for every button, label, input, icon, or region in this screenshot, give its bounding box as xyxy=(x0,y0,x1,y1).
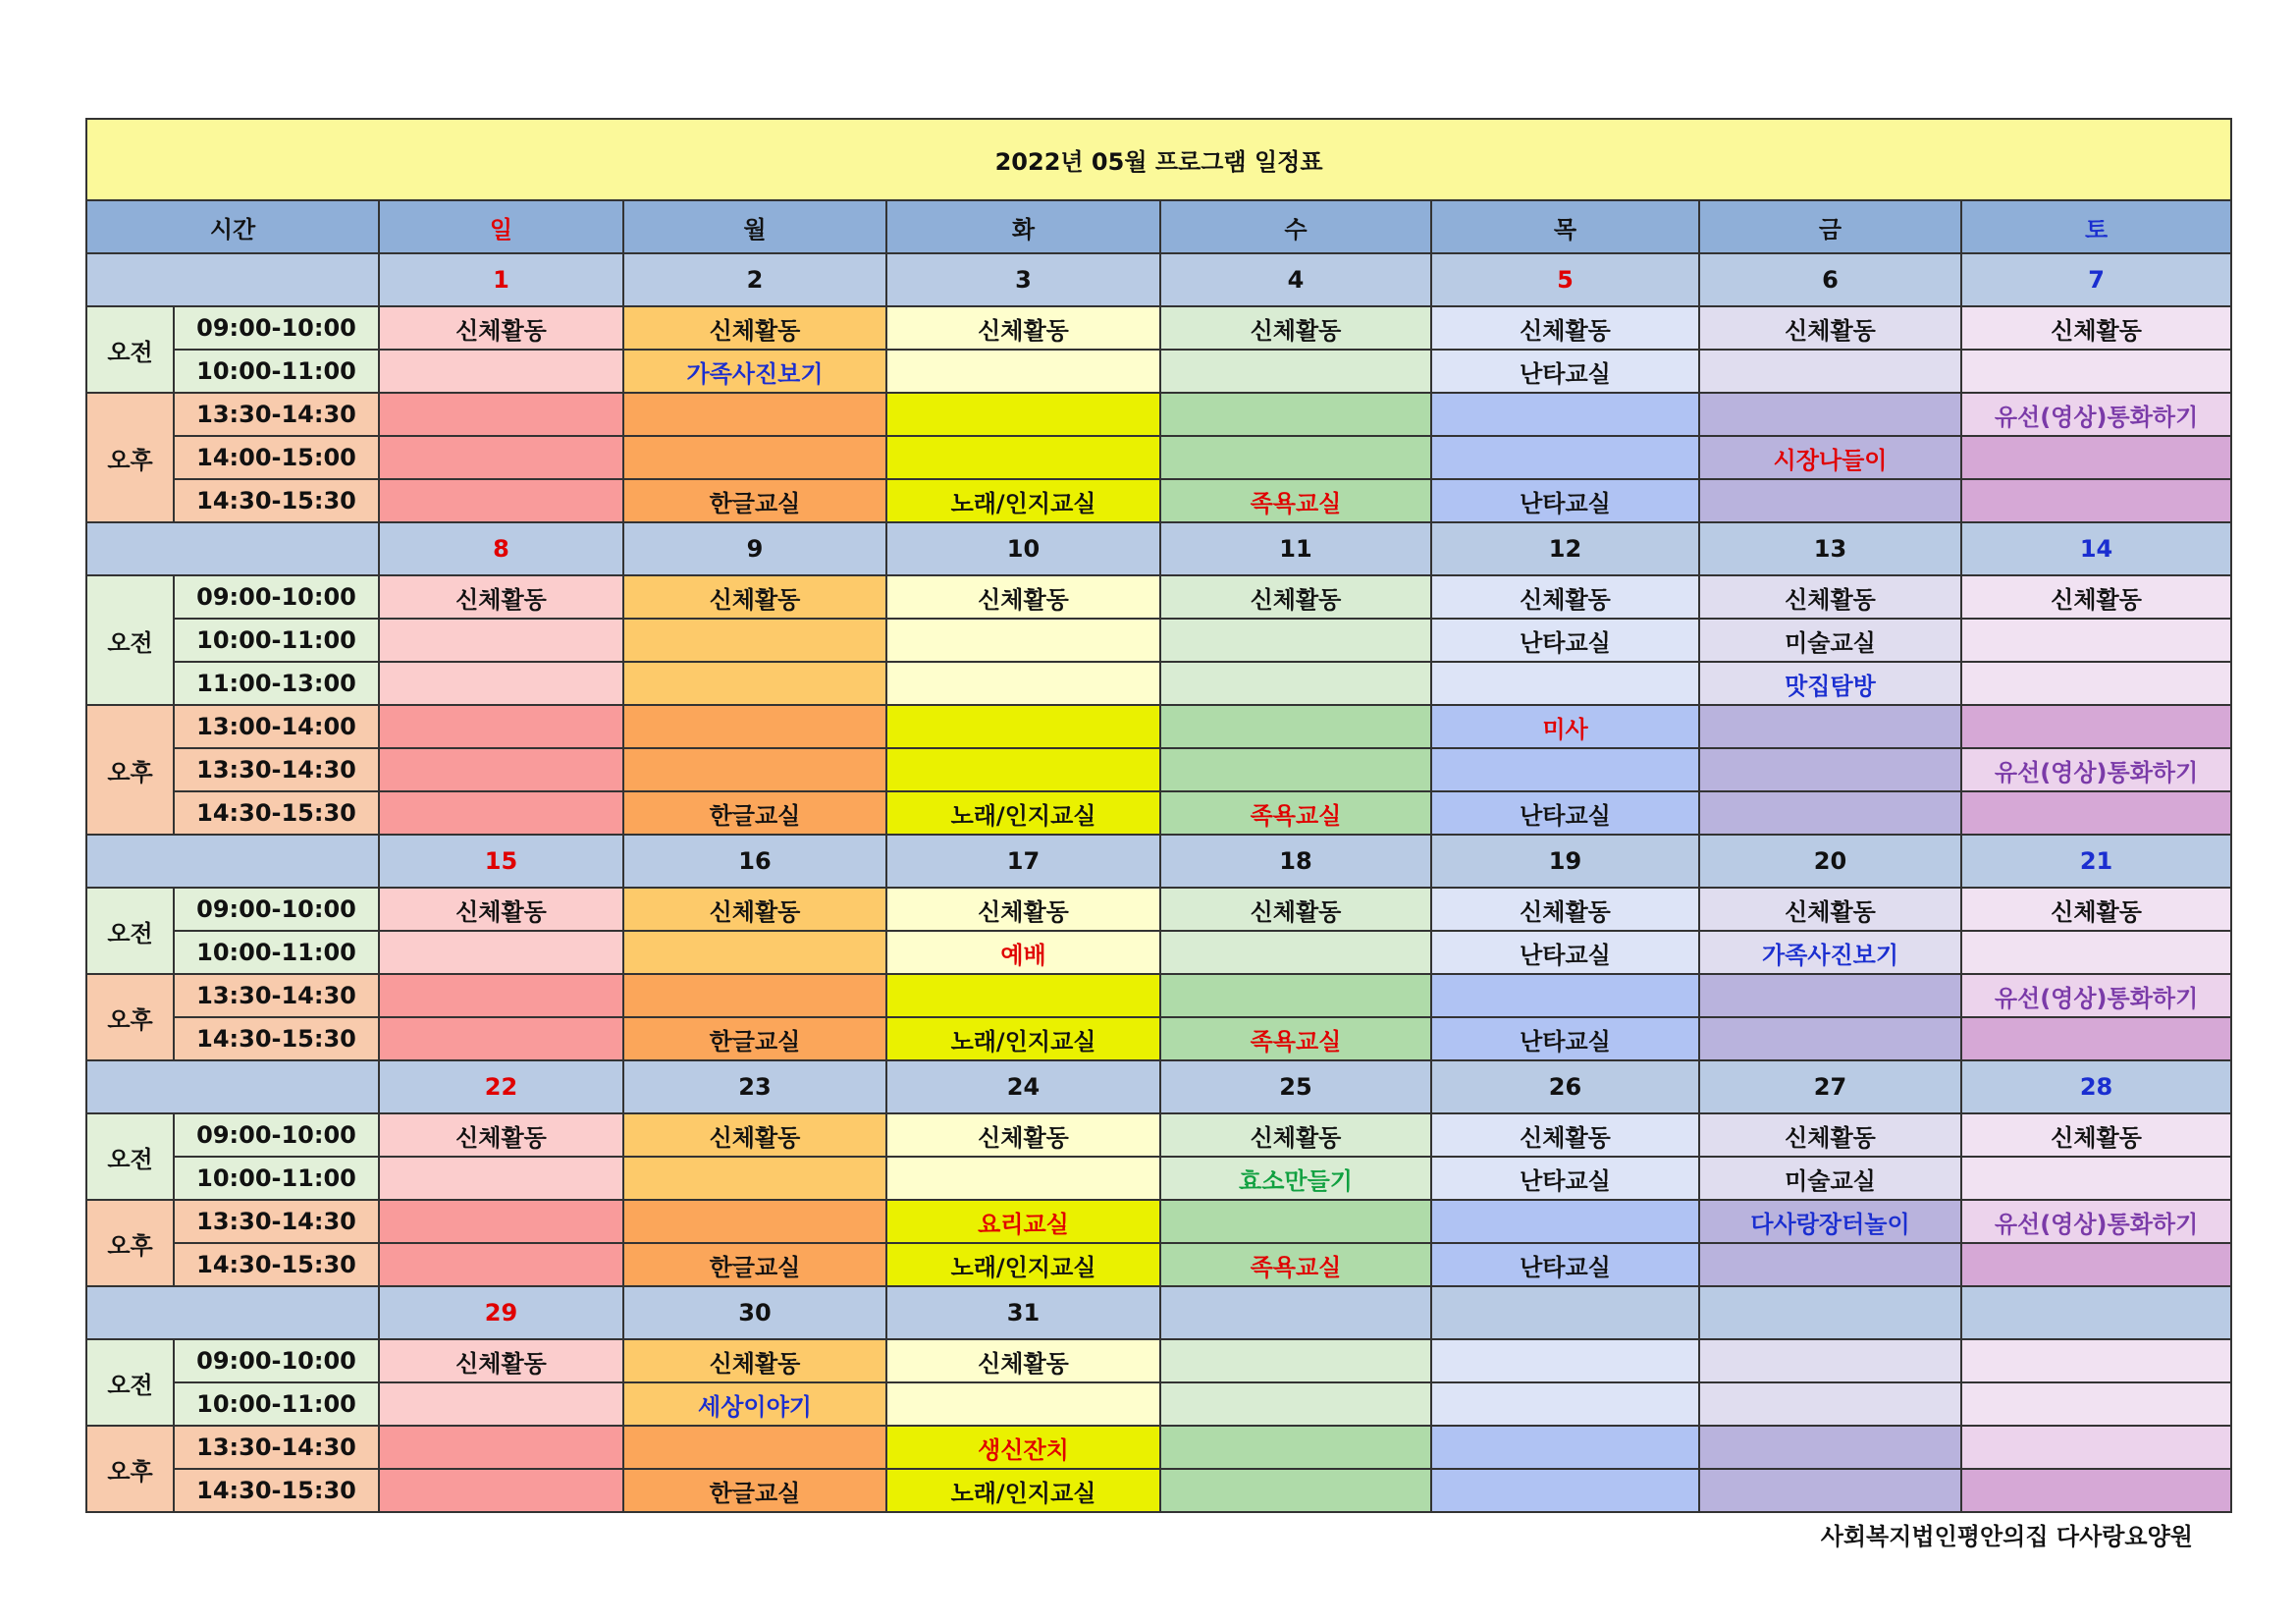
activity-cell xyxy=(623,974,886,1017)
activity-cell xyxy=(1961,619,2231,662)
activity-cell: 신체활동 xyxy=(1961,888,2231,931)
activity-cell: 세상이야기 xyxy=(623,1382,886,1426)
activity-cell: 다사랑장터놀이 xyxy=(1699,1200,1961,1243)
activity-cell: 신체활동 xyxy=(623,575,886,619)
activity-cell: 신체활동 xyxy=(1431,575,1699,619)
activity-cell: 요리교실 xyxy=(886,1200,1160,1243)
activity-cell: 유선(영상)통화하기 xyxy=(1961,748,2231,791)
date-row-spacer xyxy=(86,253,379,306)
activity-cell xyxy=(1961,705,2231,748)
activity-cell: 난타교실 xyxy=(1431,791,1699,835)
activity-cell xyxy=(886,436,1160,479)
activity-cell xyxy=(1961,1426,2231,1469)
activity-cell: 신체활동 xyxy=(1699,306,1961,350)
schedule-row xyxy=(86,888,2231,931)
activity-cell xyxy=(1431,1382,1699,1426)
period-label: 오후 xyxy=(86,393,174,522)
activity-cell: 난타교실 xyxy=(1431,619,1699,662)
date-cell: 30 xyxy=(623,1286,886,1339)
time-slot: 13:30-14:30 xyxy=(174,974,379,1017)
date-row-spacer xyxy=(86,835,379,888)
activity-cell: 신체활동 xyxy=(623,1339,886,1382)
period-label: 오후 xyxy=(86,1200,174,1286)
weekday-header: 일 xyxy=(379,200,623,253)
weekday-header: 화 xyxy=(886,200,1160,253)
activity-cell xyxy=(1699,1243,1961,1286)
date-cell: 19 xyxy=(1431,835,1699,888)
activity-cell xyxy=(1961,1157,2231,1200)
activity-cell xyxy=(379,705,623,748)
activity-cell xyxy=(1699,1017,1961,1060)
activity-cell: 가족사진보기 xyxy=(1699,931,1961,974)
activity-cell: 신체활동 xyxy=(1160,888,1431,931)
schedule-row xyxy=(86,705,2231,748)
period-label: 오전 xyxy=(86,575,174,705)
activity-cell xyxy=(1699,791,1961,835)
date-row xyxy=(86,1286,2231,1339)
time-slot: 09:00-10:00 xyxy=(174,306,379,350)
activity-cell: 신체활동 xyxy=(623,888,886,931)
date-row-spacer xyxy=(86,1286,379,1339)
time-slot: 13:00-14:00 xyxy=(174,705,379,748)
time-slot: 13:30-14:30 xyxy=(174,1426,379,1469)
activity-cell xyxy=(623,931,886,974)
activity-cell xyxy=(1699,479,1961,522)
activity-cell xyxy=(623,619,886,662)
activity-cell: 한글교실 xyxy=(623,479,886,522)
activity-cell: 신체활동 xyxy=(1699,1113,1961,1157)
date-cell: 28 xyxy=(1961,1060,2231,1113)
date-cell: 1 xyxy=(379,253,623,306)
activity-cell xyxy=(623,662,886,705)
date-cell: 7 xyxy=(1961,253,2231,306)
activity-cell xyxy=(379,1157,623,1200)
date-cell: 22 xyxy=(379,1060,623,1113)
activity-cell: 예배 xyxy=(886,931,1160,974)
activity-cell xyxy=(886,974,1160,1017)
time-slot: 10:00-11:00 xyxy=(174,619,379,662)
schedule-row xyxy=(86,1113,2231,1157)
activity-cell xyxy=(886,1382,1160,1426)
date-cell: 27 xyxy=(1699,1060,1961,1113)
activity-cell xyxy=(1961,350,2231,393)
activity-cell xyxy=(1961,1243,2231,1286)
activity-cell xyxy=(1699,1339,1961,1382)
activity-cell xyxy=(379,791,623,835)
activity-cell: 노래/인지교실 xyxy=(886,1243,1160,1286)
activity-cell xyxy=(379,931,623,974)
activity-cell xyxy=(379,619,623,662)
activity-cell xyxy=(886,1157,1160,1200)
date-cell: 10 xyxy=(886,522,1160,575)
activity-cell xyxy=(1160,748,1431,791)
date-cell: 8 xyxy=(379,522,623,575)
activity-cell xyxy=(379,1243,623,1286)
activity-cell xyxy=(379,1200,623,1243)
activity-cell: 신체활동 xyxy=(1961,575,2231,619)
weekday-header-row xyxy=(86,200,2231,253)
activity-cell xyxy=(1431,1469,1699,1512)
activity-cell: 미사 xyxy=(1431,705,1699,748)
activity-cell: 신체활동 xyxy=(1699,888,1961,931)
activity-cell xyxy=(1961,931,2231,974)
activity-cell xyxy=(886,619,1160,662)
activity-cell xyxy=(1961,1017,2231,1060)
schedule-row xyxy=(86,393,2231,436)
schedule-row xyxy=(86,619,2231,662)
activity-cell: 난타교실 xyxy=(1431,931,1699,974)
activity-cell xyxy=(1160,705,1431,748)
activity-cell: 신체활동 xyxy=(379,1339,623,1382)
schedule-row xyxy=(86,1017,2231,1060)
date-cell: 24 xyxy=(886,1060,1160,1113)
activity-cell: 맛집탐방 xyxy=(1699,662,1961,705)
activity-cell: 유선(영상)통화하기 xyxy=(1961,1200,2231,1243)
time-slot: 13:30-14:30 xyxy=(174,1200,379,1243)
date-cell: 5 xyxy=(1431,253,1699,306)
activity-cell: 난타교실 xyxy=(1431,350,1699,393)
time-header: 시간 xyxy=(86,200,379,253)
date-cell: 3 xyxy=(886,253,1160,306)
activity-cell xyxy=(1160,350,1431,393)
time-slot: 14:30-15:30 xyxy=(174,479,379,522)
activity-cell: 노래/인지교실 xyxy=(886,1017,1160,1060)
activity-cell: 족욕교실 xyxy=(1160,1017,1431,1060)
time-slot: 13:30-14:30 xyxy=(174,748,379,791)
activity-cell xyxy=(1699,1382,1961,1426)
activity-cell: 난타교실 xyxy=(1431,1017,1699,1060)
schedule-row xyxy=(86,575,2231,619)
schedule-row xyxy=(86,1426,2231,1469)
activity-cell xyxy=(1961,1469,2231,1512)
date-cell: 18 xyxy=(1160,835,1431,888)
time-slot: 09:00-10:00 xyxy=(174,1339,379,1382)
activity-cell: 신체활동 xyxy=(886,1113,1160,1157)
activity-cell: 신체활동 xyxy=(623,306,886,350)
activity-cell: 신체활동 xyxy=(1160,1113,1431,1157)
time-slot: 09:00-10:00 xyxy=(174,575,379,619)
activity-cell xyxy=(1961,791,2231,835)
schedule-row xyxy=(86,748,2231,791)
date-row-spacer xyxy=(86,522,379,575)
activity-cell: 신체활동 xyxy=(1699,575,1961,619)
activity-cell: 신체활동 xyxy=(886,888,1160,931)
weekday-header: 수 xyxy=(1160,200,1431,253)
activity-cell: 신체활동 xyxy=(886,1339,1160,1382)
activity-cell xyxy=(1160,1339,1431,1382)
activity-cell xyxy=(1431,662,1699,705)
schedule-row xyxy=(86,1469,2231,1512)
date-cell: 6 xyxy=(1699,253,1961,306)
activity-cell xyxy=(886,350,1160,393)
activity-cell xyxy=(1961,1382,2231,1426)
activity-cell xyxy=(1431,393,1699,436)
schedule-row xyxy=(86,350,2231,393)
activity-cell: 신체활동 xyxy=(379,575,623,619)
activity-cell: 족욕교실 xyxy=(1160,1243,1431,1286)
schedule-row xyxy=(86,306,2231,350)
activity-cell: 난타교실 xyxy=(1431,479,1699,522)
time-slot: 10:00-11:00 xyxy=(174,931,379,974)
activity-cell xyxy=(1699,705,1961,748)
activity-cell xyxy=(1961,662,2231,705)
schedule-row xyxy=(86,1200,2231,1243)
schedule-row xyxy=(86,1157,2231,1200)
activity-cell xyxy=(1699,1469,1961,1512)
date-row xyxy=(86,522,2231,575)
activity-cell xyxy=(1431,1426,1699,1469)
date-row xyxy=(86,1060,2231,1113)
footer-organization: 사회복지법인평안의집 다사랑요양원 xyxy=(1820,1523,2193,1550)
activity-cell: 유선(영상)통화하기 xyxy=(1961,974,2231,1017)
time-slot: 10:00-11:00 xyxy=(174,1157,379,1200)
activity-cell xyxy=(379,1469,623,1512)
activity-cell xyxy=(1160,436,1431,479)
activity-cell xyxy=(1160,1469,1431,1512)
activity-cell xyxy=(379,479,623,522)
activity-cell xyxy=(1431,974,1699,1017)
activity-cell: 신체활동 xyxy=(1431,306,1699,350)
period-label: 오전 xyxy=(86,1339,174,1426)
activity-cell xyxy=(1699,350,1961,393)
activity-cell xyxy=(1431,1200,1699,1243)
activity-cell: 신체활동 xyxy=(1961,306,2231,350)
activity-cell: 신체활동 xyxy=(1961,1113,2231,1157)
date-cell: 20 xyxy=(1699,835,1961,888)
date-cell: 29 xyxy=(379,1286,623,1339)
activity-cell xyxy=(1431,748,1699,791)
date-cell: 26 xyxy=(1431,1060,1699,1113)
time-slot: 11:00-13:00 xyxy=(174,662,379,705)
period-label: 오전 xyxy=(86,888,174,974)
date-row-spacer xyxy=(86,1060,379,1113)
activity-cell xyxy=(1431,1339,1699,1382)
date-row xyxy=(86,835,2231,888)
activity-cell: 신체활동 xyxy=(1160,575,1431,619)
activity-cell xyxy=(1699,974,1961,1017)
weekday-header: 토 xyxy=(1961,200,2231,253)
time-slot: 13:30-14:30 xyxy=(174,393,379,436)
activity-cell xyxy=(886,662,1160,705)
schedule-row xyxy=(86,436,2231,479)
time-slot: 10:00-11:00 xyxy=(174,1382,379,1426)
activity-cell: 신체활동 xyxy=(1431,888,1699,931)
schedule-row xyxy=(86,1382,2231,1426)
period-label: 오후 xyxy=(86,1426,174,1512)
date-cell: 16 xyxy=(623,835,886,888)
activity-cell xyxy=(1699,748,1961,791)
weekday-header: 월 xyxy=(623,200,886,253)
activity-cell: 한글교실 xyxy=(623,791,886,835)
activity-cell xyxy=(1961,1339,2231,1382)
time-slot: 14:30-15:30 xyxy=(174,791,379,835)
activity-cell: 신체활동 xyxy=(379,306,623,350)
activity-cell xyxy=(1160,619,1431,662)
activity-cell xyxy=(379,350,623,393)
activity-cell xyxy=(623,393,886,436)
title-row xyxy=(86,119,2231,200)
activity-cell xyxy=(1160,662,1431,705)
activity-cell xyxy=(623,705,886,748)
schedule-row xyxy=(86,1339,2231,1382)
activity-cell: 생신잔치 xyxy=(886,1426,1160,1469)
activity-cell xyxy=(623,1200,886,1243)
date-cell: 21 xyxy=(1961,835,2231,888)
activity-cell xyxy=(1699,393,1961,436)
activity-cell xyxy=(379,974,623,1017)
activity-cell: 신체활동 xyxy=(886,306,1160,350)
date-cell: 25 xyxy=(1160,1060,1431,1113)
activity-cell: 족욕교실 xyxy=(1160,479,1431,522)
date-cell: 23 xyxy=(623,1060,886,1113)
activity-cell xyxy=(1961,479,2231,522)
date-cell xyxy=(1431,1286,1699,1339)
period-label: 오전 xyxy=(86,1113,174,1200)
period-label: 오후 xyxy=(86,705,174,835)
activity-cell: 한글교실 xyxy=(623,1243,886,1286)
date-cell: 2 xyxy=(623,253,886,306)
date-cell: 11 xyxy=(1160,522,1431,575)
schedule-row xyxy=(86,974,2231,1017)
activity-cell xyxy=(379,1382,623,1426)
date-cell: 17 xyxy=(886,835,1160,888)
date-cell xyxy=(1699,1286,1961,1339)
activity-cell xyxy=(623,1426,886,1469)
activity-cell: 시장나들이 xyxy=(1699,436,1961,479)
activity-cell: 노래/인지교실 xyxy=(886,791,1160,835)
activity-cell xyxy=(623,1157,886,1200)
activity-cell xyxy=(886,748,1160,791)
date-cell: 14 xyxy=(1961,522,2231,575)
weekday-header: 금 xyxy=(1699,200,1961,253)
page-title: 2022년 05월 프로그램 일정표 xyxy=(86,119,2231,200)
weekday-header: 목 xyxy=(1431,200,1699,253)
activity-cell: 난타교실 xyxy=(1431,1157,1699,1200)
activity-cell: 가족사진보기 xyxy=(623,350,886,393)
activity-cell xyxy=(1160,1426,1431,1469)
activity-cell: 신체활동 xyxy=(379,1113,623,1157)
time-slot: 14:30-15:30 xyxy=(174,1243,379,1286)
time-slot: 10:00-11:00 xyxy=(174,350,379,393)
activity-cell: 노래/인지교실 xyxy=(886,479,1160,522)
time-slot: 14:00-15:00 xyxy=(174,436,379,479)
date-cell: 12 xyxy=(1431,522,1699,575)
activity-cell: 족욕교실 xyxy=(1160,791,1431,835)
activity-cell xyxy=(623,748,886,791)
time-slot: 14:30-15:30 xyxy=(174,1017,379,1060)
activity-cell: 난타교실 xyxy=(1431,1243,1699,1286)
activity-cell xyxy=(379,1426,623,1469)
date-cell: 9 xyxy=(623,522,886,575)
activity-cell xyxy=(379,1017,623,1060)
activity-cell xyxy=(1160,393,1431,436)
date-cell: 4 xyxy=(1160,253,1431,306)
activity-cell xyxy=(379,436,623,479)
activity-cell: 유선(영상)통화하기 xyxy=(1961,393,2231,436)
activity-cell xyxy=(1431,436,1699,479)
activity-cell xyxy=(886,705,1160,748)
schedule-table xyxy=(85,118,2232,1513)
schedule-row xyxy=(86,479,2231,522)
activity-cell xyxy=(886,393,1160,436)
activity-cell xyxy=(379,662,623,705)
activity-cell xyxy=(379,748,623,791)
schedule-row xyxy=(86,931,2231,974)
activity-cell: 미술교실 xyxy=(1699,1157,1961,1200)
date-cell: 31 xyxy=(886,1286,1160,1339)
activity-cell: 신체활동 xyxy=(623,1113,886,1157)
date-cell: 15 xyxy=(379,835,623,888)
activity-cell xyxy=(1160,1200,1431,1243)
activity-cell: 신체활동 xyxy=(886,575,1160,619)
activity-cell xyxy=(623,436,886,479)
date-row xyxy=(86,253,2231,306)
activity-cell: 신체활동 xyxy=(1160,306,1431,350)
period-label: 오전 xyxy=(86,306,174,393)
time-slot: 14:30-15:30 xyxy=(174,1469,379,1512)
activity-cell xyxy=(379,393,623,436)
schedule-row xyxy=(86,662,2231,705)
activity-cell: 노래/인지교실 xyxy=(886,1469,1160,1512)
activity-cell xyxy=(1160,931,1431,974)
period-label: 오후 xyxy=(86,974,174,1060)
activity-cell xyxy=(1699,1426,1961,1469)
activity-cell xyxy=(1961,436,2231,479)
schedule-row xyxy=(86,1243,2231,1286)
activity-cell xyxy=(1160,974,1431,1017)
date-cell xyxy=(1160,1286,1431,1339)
time-slot: 09:00-10:00 xyxy=(174,1113,379,1157)
activity-cell: 미술교실 xyxy=(1699,619,1961,662)
activity-cell: 신체활동 xyxy=(1431,1113,1699,1157)
date-cell: 13 xyxy=(1699,522,1961,575)
activity-cell: 신체활동 xyxy=(379,888,623,931)
activity-cell: 한글교실 xyxy=(623,1017,886,1060)
activity-cell: 효소만들기 xyxy=(1160,1157,1431,1200)
time-slot: 09:00-10:00 xyxy=(174,888,379,931)
schedule-row xyxy=(86,791,2231,835)
activity-cell xyxy=(1160,1382,1431,1426)
activity-cell: 한글교실 xyxy=(623,1469,886,1512)
date-cell xyxy=(1961,1286,2231,1339)
